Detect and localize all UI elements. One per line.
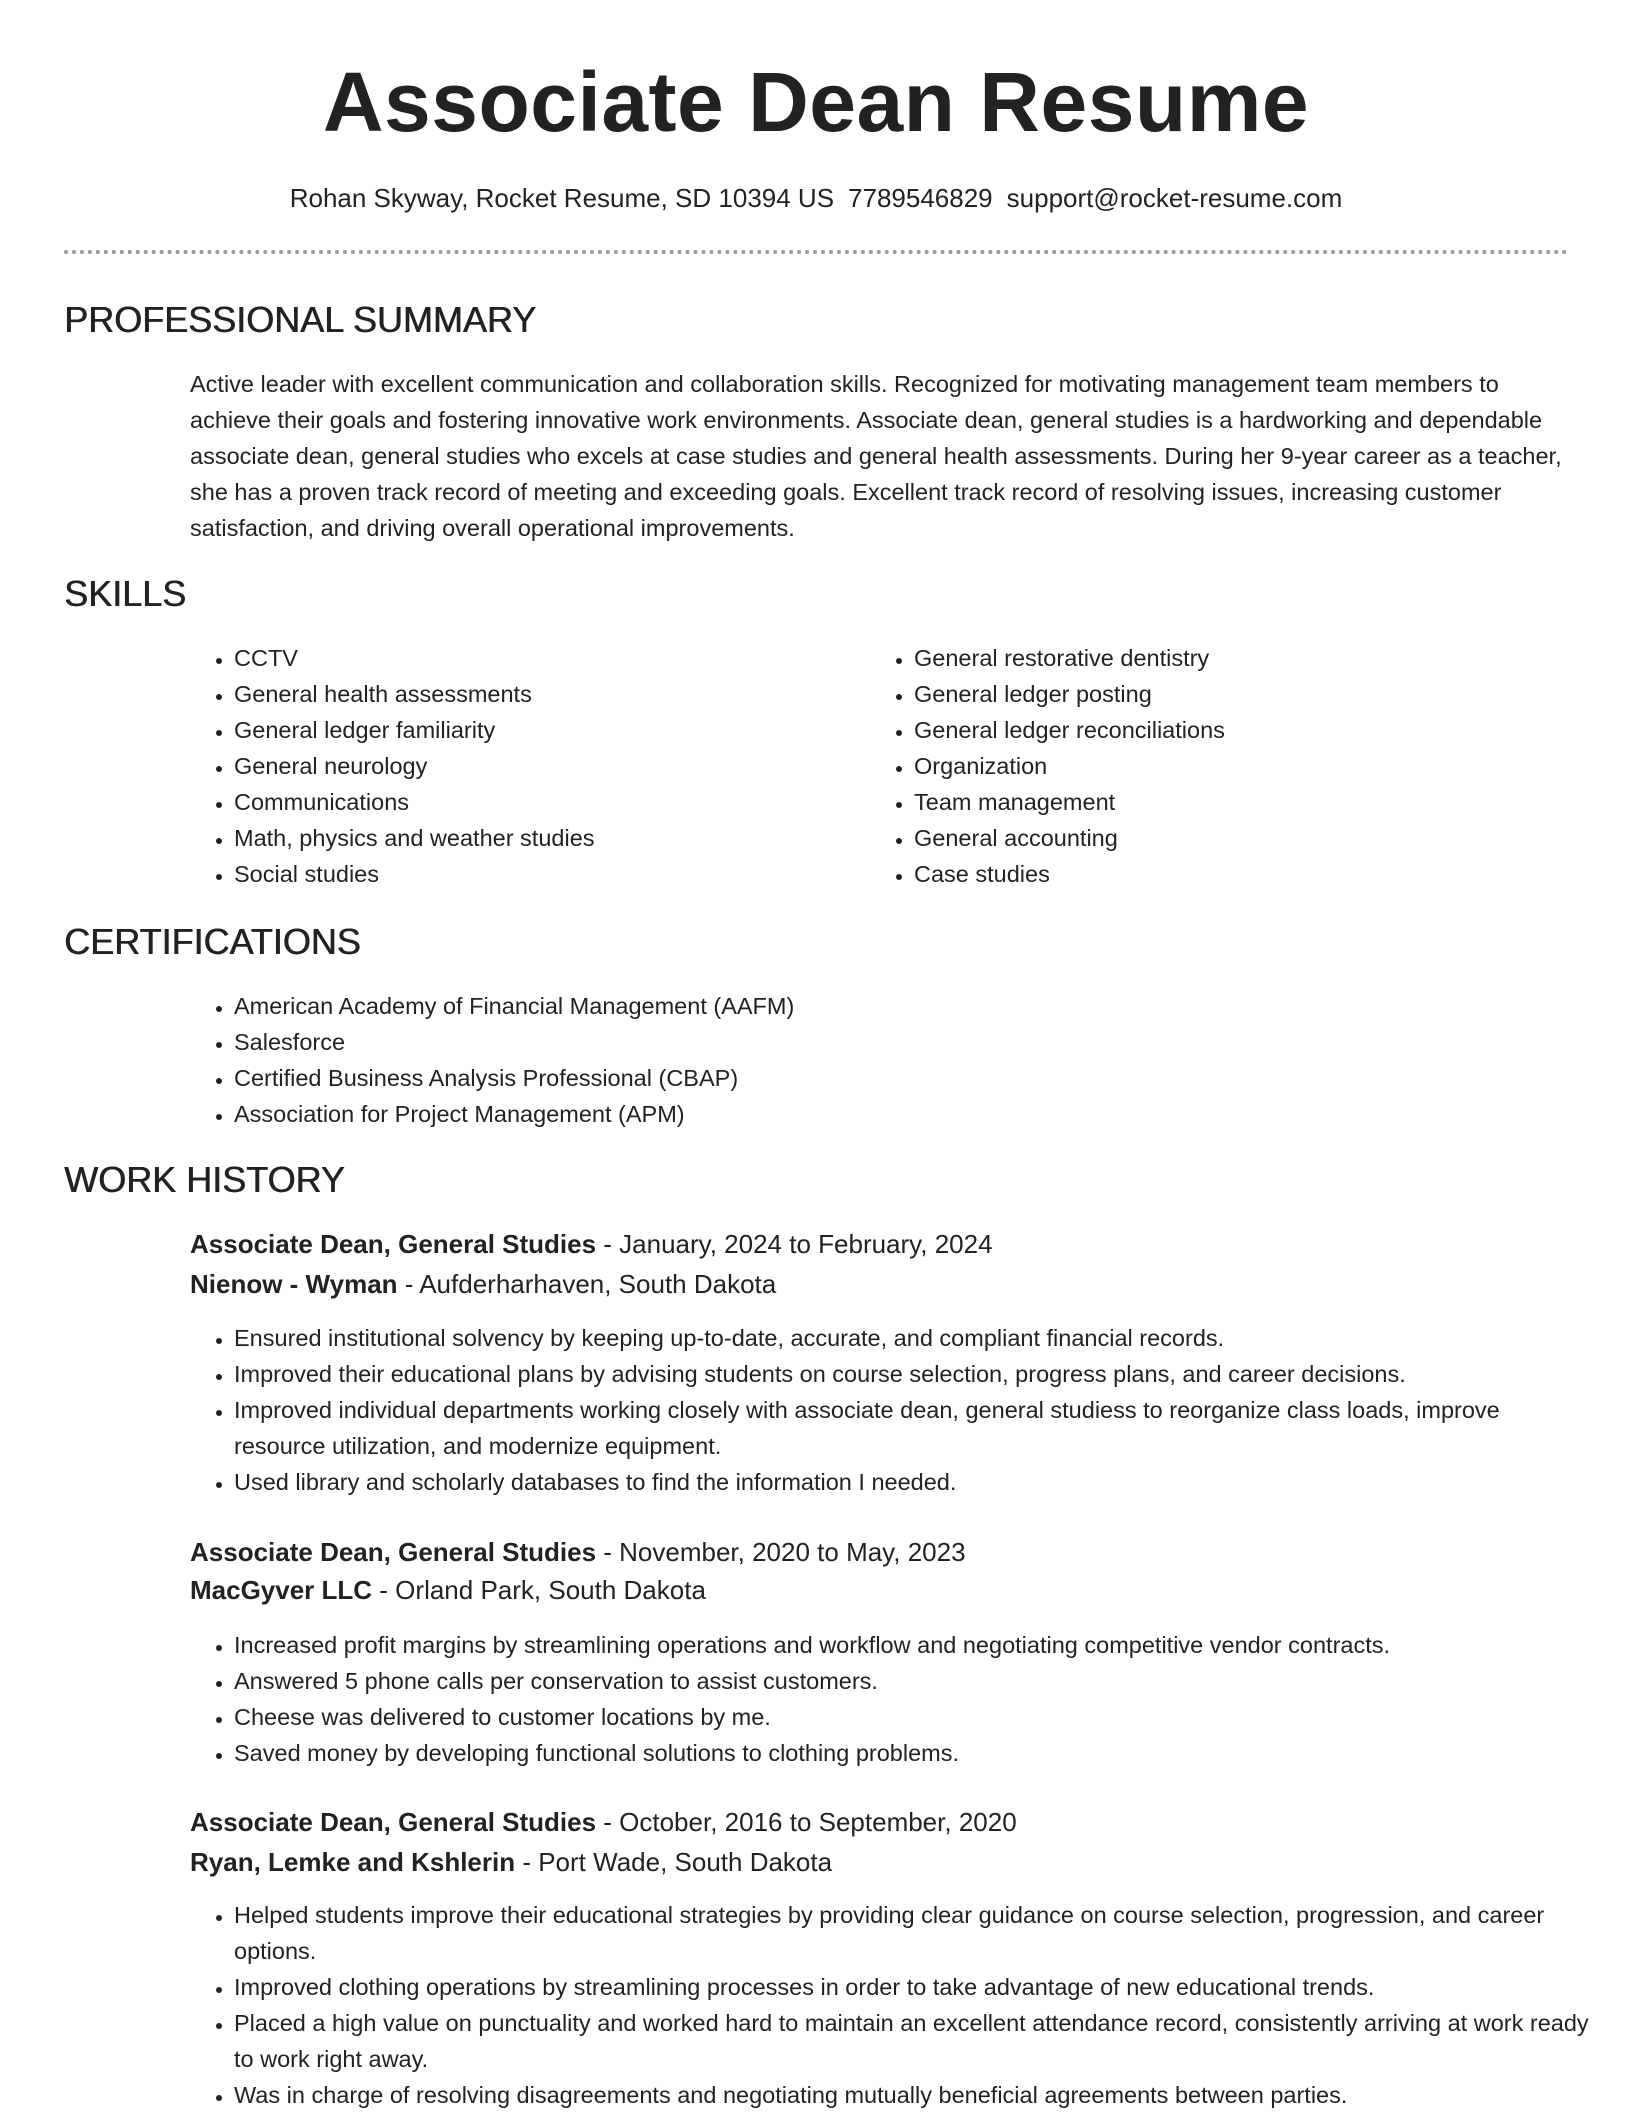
certifications-heading: CERTIFICATIONS: [64, 921, 361, 962]
skill-item: • General ledger posting: [914, 676, 1574, 712]
job-location: - Orland Park, South Dakota: [372, 1575, 706, 1605]
job-title-line: [190, 1226, 993, 1262]
job-title: Associate Dean, General Studies: [190, 1537, 597, 1567]
skill-item: • CCTV: [234, 640, 854, 676]
job-bullet: • Cheese was delivered to customer locations by me.: [234, 1699, 1594, 1735]
contact-address: Rohan Skyway, Rocket Resume, SD 10394 US: [289, 183, 835, 213]
skill-item: • General restorative dentistry: [914, 640, 1574, 676]
contact-email: support@rocket-resume.com: [1006, 183, 1343, 213]
job-bullets: [190, 1320, 1594, 1500]
skill-item: • Math, physics and weather studies: [234, 820, 854, 856]
job-company-line: [190, 1572, 706, 1608]
job-title-line: [190, 1534, 966, 1570]
job-company-line: [190, 1844, 832, 1880]
job-bullets: [190, 1897, 1594, 2113]
job-bullet: • Improved individual departments working closely with associate dean, general studiess to reorganize class loads, improve resource utilization, and modernize equipment.: [234, 1392, 1594, 1464]
skill-item: • General ledger reconciliations: [914, 712, 1574, 748]
job-bullets: [190, 1627, 1594, 1771]
skill-item: • Social studies: [234, 856, 854, 892]
job-location: - Aufderharhaven, South Dakota: [397, 1269, 777, 1299]
job-bullet: • Improved clothing operations by streamlining processes in order to take advantage of new educational trends.: [234, 1969, 1594, 2005]
job-bullet: • Placed a high value on punctuality and worked hard to maintain an excellent attendance record, consistently arriving at work ready to work right away.: [234, 2005, 1594, 2077]
job-title-line: [190, 1804, 1017, 1840]
resume-title: Associate Dean Resume: [322, 55, 1310, 149]
job-title: Associate Dean, General Studies: [190, 1807, 597, 1837]
skill-item: • General accounting: [914, 820, 1574, 856]
skill-item: • General health assessments: [234, 676, 854, 712]
skill-item: • Communications: [234, 784, 854, 820]
certification-item: • Association for Project Management (APM): [234, 1096, 1534, 1132]
skill-item: • Team management: [914, 784, 1574, 820]
job-company-line: [190, 1266, 776, 1302]
contact-phone: 7789546829: [848, 183, 993, 213]
job-bullet: • Used library and scholarly databases to find the information I needed.: [234, 1464, 1594, 1500]
job-bullet: • Answered 5 phone calls per conservation to assist customers.: [234, 1663, 1594, 1699]
summary-text: Active leader with excellent communication and collaboration skills. Recognized for motivating management team members to achieve their goals and fostering innovative work environments. Associate dean, general studies is a hardworking and dependable associate dean, general studies who excels at case studies and general health assessments. During her 9-year career as a teacher, she has a proven track record of meeting and exceeding goals. Excellent track record of resolving issues, increasing customer satisfaction, and driving overall operational improvements.: [190, 371, 1562, 541]
job-location: - Port Wade, South Dakota: [515, 1847, 833, 1877]
skills-heading: SKILLS: [64, 573, 187, 614]
skills-list-right: [870, 640, 1574, 892]
contact-line: [0, 180, 1632, 216]
job-bullet: • Improved their educational plans by advising students on course selection, progress plans, and career decisions.: [234, 1356, 1594, 1392]
job-bullet: • Saved money by developing functional solutions to clothing problems.: [234, 1735, 1594, 1771]
work-history-heading: WORK HISTORY: [64, 1159, 345, 1200]
job-company: Ryan, Lemke and Kshlerin: [190, 1847, 516, 1877]
job-bullet: • Was in charge of resolving disagreements and negotiating mutually beneficial agreements between parties.: [234, 2077, 1594, 2113]
certification-item: • Certified Business Analysis Professional (CBAP): [234, 1060, 1534, 1096]
skills-list-left: [190, 640, 854, 892]
summary-heading: PROFESSIONAL SUMMARY: [64, 299, 537, 340]
job-company: Nienow - Wyman: [190, 1269, 398, 1299]
job-title: Associate Dean, General Studies: [190, 1229, 597, 1259]
certification-item: • American Academy of Financial Management (AAFM): [234, 988, 1534, 1024]
header-divider: [64, 250, 1568, 254]
job-company: MacGyver LLC: [190, 1575, 373, 1605]
job-dates: - October, 2016 to September, 2020: [596, 1807, 1017, 1837]
job-dates: - January, 2024 to February, 2024: [596, 1229, 993, 1259]
skill-item: • General ledger familiarity: [234, 712, 854, 748]
skill-item: • Organization: [914, 748, 1574, 784]
certification-item: • Salesforce: [234, 1024, 1534, 1060]
job-bullet: • Ensured institutional solvency by keeping up-to-date, accurate, and compliant financial records.: [234, 1320, 1594, 1356]
job-bullet: • Helped students improve their educational strategies by providing clear guidance on course selection, progression, and career options.: [234, 1897, 1594, 1969]
skill-item: • Case studies: [914, 856, 1574, 892]
job-dates: - November, 2020 to May, 2023: [596, 1537, 966, 1567]
certifications-list: [190, 988, 1534, 1132]
skill-item: • General neurology: [234, 748, 854, 784]
job-bullet: • Increased profit margins by streamlining operations and workflow and negotiating competitive vendor contracts.: [234, 1627, 1594, 1663]
